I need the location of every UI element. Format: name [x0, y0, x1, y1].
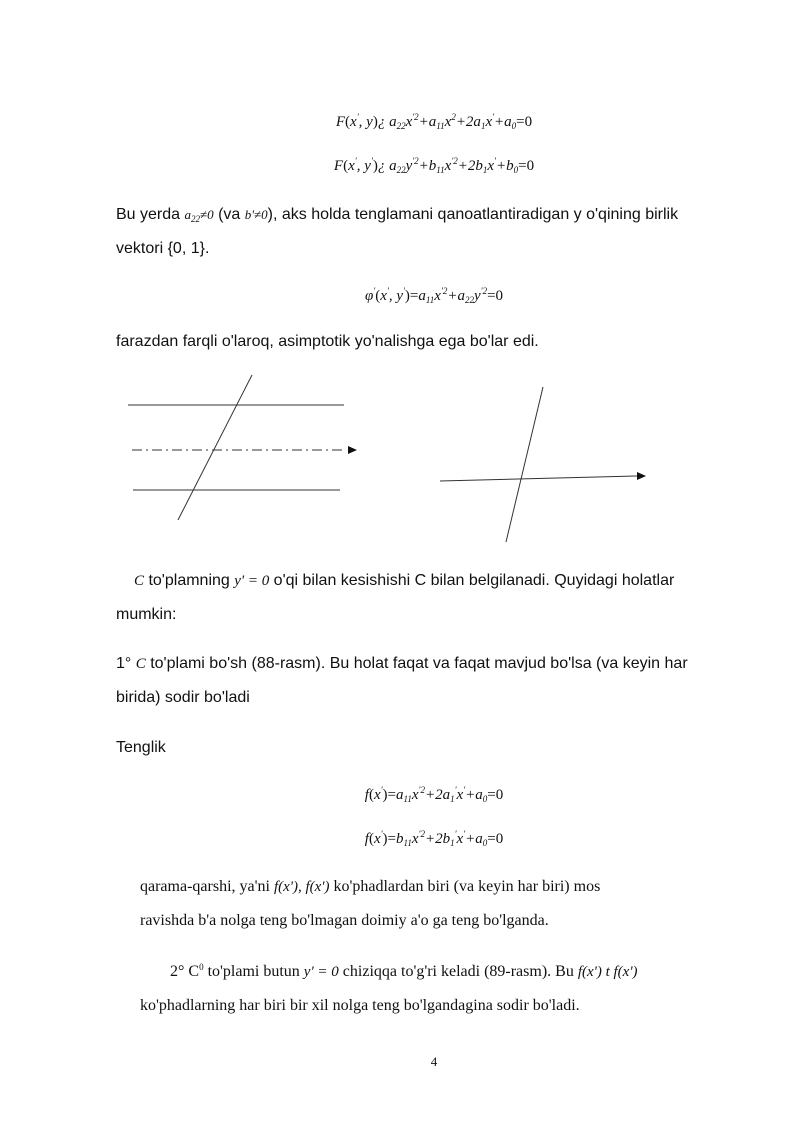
fig-right-arrowhead [637, 472, 646, 480]
paragraph-5: Tenglik [116, 739, 166, 756]
paragraph-6: qarama-qarshi, ya'ni f(x'), f(x') ko'phadlardan biri (va keyin har biri) mos ravishda b'a nolga teng bo'lmagan doimiy a'o ga teng bo'lganda. [140, 878, 601, 929]
page-number: 4 [430, 1054, 438, 1069]
equation-2: F(x', y')¿ $a_{22}y^{'2}+b_{11}x^{'2}+2b_1x'+b_0=0$ [333, 156, 535, 175]
fig-left-slanted-line [178, 375, 252, 520]
fig-right-slanted-line [506, 387, 543, 542]
equation-3: φ'(x', $y')=a_{11}x^{'2}+a_{22}y^{'2}=0$ [364, 286, 504, 305]
paragraph-1-line-2: vektori {0, 1}. [116, 240, 210, 257]
paragraph-7: 2° $C^0$ to'plami butun y' = 0 chiziqqa to'g'ri keladi (89-rasm). Bu f(x') t f(x') ko'phadlarning har biri bir xil nolga teng bo'lgandagina sodir bo'ladi. [140, 962, 638, 1014]
fig-right-axis-line [440, 476, 637, 481]
equation-5: $f(x')=b_{11}x^{'2}+2b_1'x'+a_0=0$ [364, 829, 504, 848]
paragraph-1-line-1: Bu yerda $a_{22}\ne 0$ (va b'≠0), aks holda tenglamani qanoatlantiradigan y o'qining birlik [116, 206, 679, 224]
equation-1: F(x', y)¿ $a_{22}x^{'2}+a_{11}x^2+2a_1x'+a_0=0$ [335, 112, 533, 131]
paragraph-3: C to'plamning y' = 0 o'qi bilan kesishishi C bilan belgilanadi. Quyidagi holatlar mumkin: [116, 572, 675, 623]
equation-4: $f(x')=a_{11}x^{'2}+2a_1'x'+a_0=0$ [364, 785, 504, 804]
paragraph-4: 1° C to'plami bo'sh (88-rasm). Bu holat faqat va faqat mavjud bo'lsa (va keyin har birida) sodir bo'ladi [116, 655, 688, 706]
paragraph-2: farazdan farqli o'laroq, asimptotik yo'nalishga ega bo'lar edi. [116, 333, 539, 350]
figure-lines [0, 370, 800, 550]
fig-left-arrowhead [348, 446, 357, 454]
